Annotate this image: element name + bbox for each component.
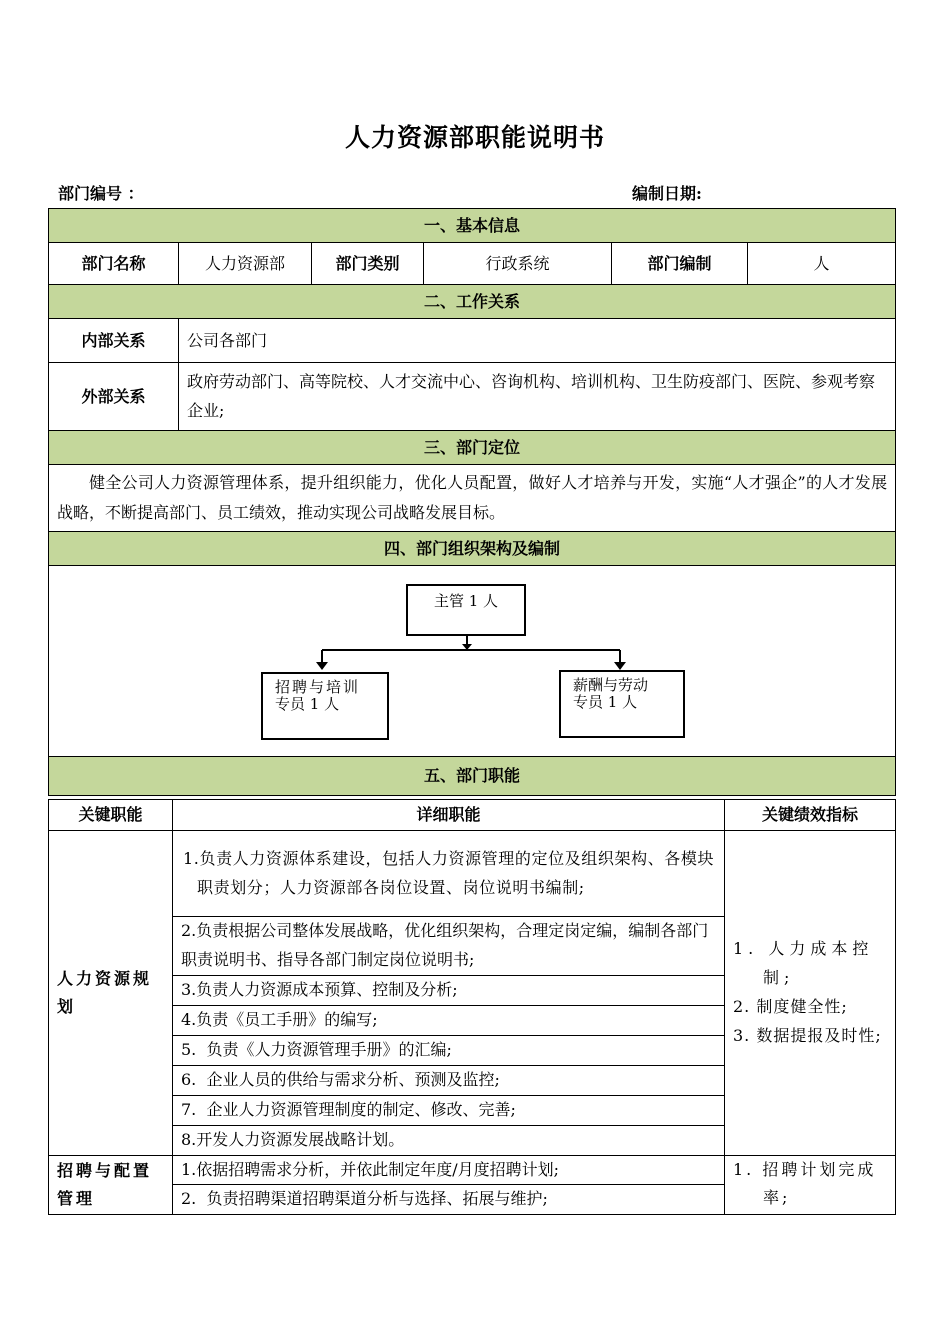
dept-positioning-text: 健全公司人力资源管理体系，提升组织能力，优化人员配置，做好人才培养与开发，实施“人才强企”的人才发展战略，不断提高部门、员工绩效，推动实现公司战略发展目标。 xyxy=(49,465,896,532)
group-recruitment: 招聘与配置管理 xyxy=(49,1155,173,1215)
function-item: 6. 企业人员的供给与需求分析、预测及监控; xyxy=(173,1065,725,1095)
kpi-hr-planning xyxy=(725,831,896,1156)
external-relation-value: 政府劳动部门、高等院校、人才交流中心、咨询机构、培训机构、卫生防疫部门、医院、参观考察企业; xyxy=(179,363,896,431)
org-node-recruit-training xyxy=(261,672,389,740)
kpi-item: 1. 人力成本控制; xyxy=(733,939,874,987)
kpi-recruitment xyxy=(725,1155,896,1215)
org-node-supervisor-label: 主管 1 人 xyxy=(433,592,499,610)
org-node-recruit-line2: 专员 1 人 xyxy=(275,695,340,714)
kpi-item: 1. 招聘计划完成率; xyxy=(733,1159,877,1208)
dept-type-value: 行政系统 xyxy=(424,243,612,285)
function-item: 8.开发人力资源发展战略计划。 xyxy=(173,1125,725,1155)
function-item: 2. 负责招聘渠道招聘渠道分析与选择、拓展与维护; xyxy=(173,1185,725,1215)
dept-staff-label: 部门编制 xyxy=(612,243,748,285)
dept-staff-value: 人 xyxy=(748,243,896,285)
external-relation-label: 外部关系 xyxy=(49,363,179,431)
internal-relation-label: 内部关系 xyxy=(49,319,179,363)
function-item: 7. 企业人力资源管理制度的制定、修改、完善; xyxy=(173,1095,725,1125)
org-node-comp-line2: 专员 1 人 xyxy=(573,693,638,712)
section1-heading: 一、基本信息 xyxy=(49,209,896,243)
col-kpi: 关键绩效指标 xyxy=(725,800,896,831)
group-hr-planning: 人力资源规划 xyxy=(49,831,173,1156)
function-item: 1.依据招聘需求分析，并依此制定年度/月度招聘计划; xyxy=(173,1155,725,1185)
org-node-recruit-line1: 招聘与培训 xyxy=(275,678,361,696)
dept-name-label: 部门名称 xyxy=(49,243,179,285)
section3-heading: 三、部门定位 xyxy=(49,431,896,465)
col-detail-function: 详细职能 xyxy=(173,800,725,831)
kpi-item: 2. 制度健全性; xyxy=(733,996,848,1016)
section4-heading: 四、部门组织架构及编制 xyxy=(49,532,896,566)
col-key-function: 关键职能 xyxy=(49,800,173,831)
function-item: 2.负责根据公司整体发展战略，优化组织架构，合理定岗定编，编制各部门职责说明书、指导各部门制定岗位说明书; xyxy=(173,917,725,976)
functions-table xyxy=(48,799,896,1215)
info-table xyxy=(48,208,896,796)
dept-type-label: 部门类别 xyxy=(312,243,424,285)
org-node-comp-labor xyxy=(559,670,685,738)
org-node-supervisor xyxy=(406,584,526,636)
date-label: 编制日期: xyxy=(632,184,702,203)
org-node-comp-line1: 薪酬与劳动 xyxy=(573,676,649,694)
org-chart xyxy=(49,566,896,757)
function-item: 5. 负责《人力资源管理手册》的汇编; xyxy=(173,1035,725,1065)
document-title: 人力资源部职能说明书 xyxy=(344,123,605,152)
dept-code-label: 部门编号 ： xyxy=(58,184,144,203)
section5-heading: 五、部门职能 xyxy=(49,757,896,796)
kpi-item: 3. 数据提报及时性; xyxy=(733,1025,882,1045)
dept-name-value: 人力资源部 xyxy=(179,243,312,285)
function-item-text: 1.负责人力资源体系建设，包括人力资源管理的定位及组织架构、各模块职责划分；人力资源部各岗位设置、岗位说明书编制; xyxy=(183,848,715,897)
internal-relation-value: 公司各部门 xyxy=(179,319,896,363)
section2-heading: 二、工作关系 xyxy=(49,285,896,319)
function-item xyxy=(173,831,725,917)
function-item: 3.负责人力资源成本预算、控制及分析; xyxy=(173,975,725,1005)
function-item: 4.负责《员工手册》的编写; xyxy=(173,1005,725,1035)
